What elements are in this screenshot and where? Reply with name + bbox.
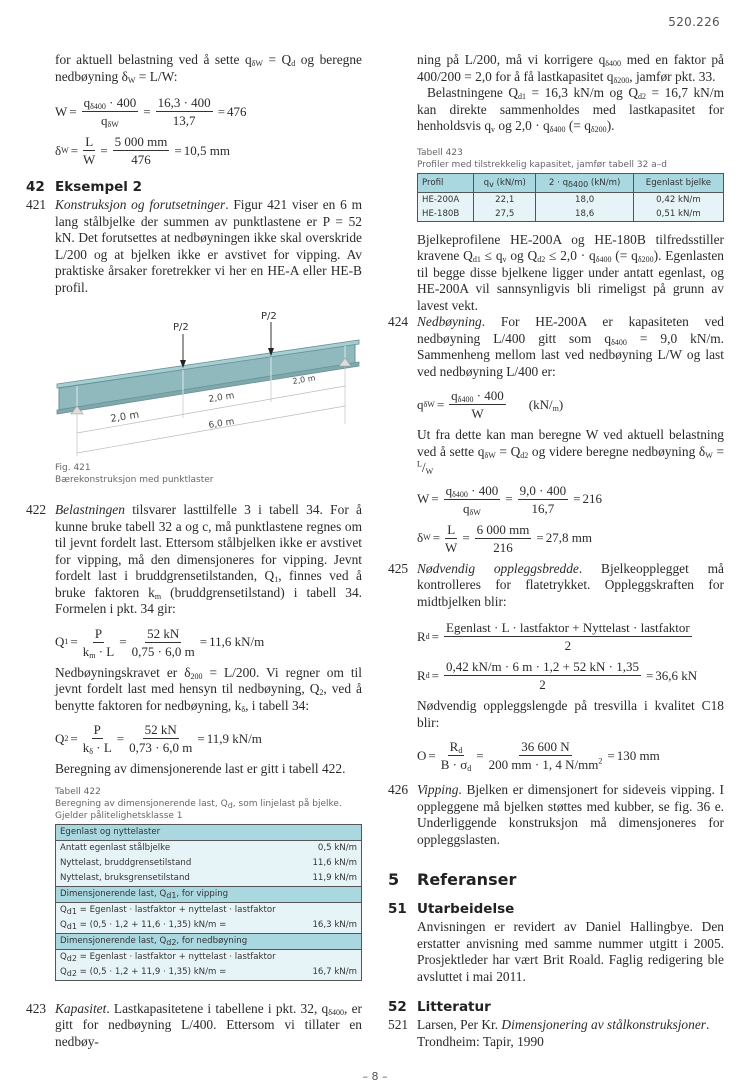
paragraph-423-profiles: Bjelkeprofilene HE-200A og HE-180B tilfredsstiller kravene $Q_{d1} \le q_v$ og $Q_{d2} \le 2,0 \cdot q_{\delta 400}$ (= $q_{\delta 200}$). Egenlasten til begge disse bjelkene ligger under antatt egenlast, og HE-200A vil sannsynligvis bli rimeligst på grunn av lavest vekt. [417,231,724,313]
equation-w-he200a: W = $\frac{q_{\delta 400} \cdot 400}{q_{\delta W}}$ = $\frac{9,0 \cdot 400}{16,7}$ = 216 [417,482,603,517]
paragraph-425-bearing: Nødvendig oppleggslengde på tresvilla i kvalitet C18 blir: [417,698,724,730]
section-heading-51: 51 Utarbeidelse [388,901,515,917]
equation-q1: Q 1 = $\frac{P}{k_m \cdot L}$ = $\frac{52 kN}{0,75 \cdot 6,0 m}$ = 11,6 kN/m [55,625,265,660]
table-422: Egenlast og nyttelaster Antatt egenlast stålbjelke 0,5 kN/m Nyttelast, bruddgrensetilstand 11,6 kN/m Nyttelast, bruksgrensetilstand 11,9 kN/m Dimensjonerende last, $Q_{d1}$, for vipping $Q_{d1}$ = Egenlast · lastfaktor + nyttelast · lastfaktor $Q_{d1} = (0,5 \cdot 1,2 + 11,6 \cdot 1,35) kN/m$ = 16,3 kN/m Dimensjonerende last, $Q_{d2}$, for nedbøyning $Q_{d2}$ = Egenlast · lastfaktor + nyttelast · lastfaktor $Q_{d2} = (0,5 \cdot 1,2 + 11,9 \cdot 1,35) kN/m$ = 16,7 kN/m [55,824,362,981]
equation-q2: Q 2 = $\frac{P}{k_\delta \cdot L}$ = $\frac{52 kN}{0,73 \cdot 6,0 m}$ = 11,9 kN/m [55,722,262,756]
table-section-header: Dimensjonerende last, $Q_{d1}$, for vipping [56,886,362,902]
paragraph-422: 422 Belastningen tilsvarer lasttilfelle 3 i tabell 34. For å kunne bruke tabell 32 a og c, må punktlastene regnes om til jevnt fordelt last. Ettersom stålbjelken ikke er avstivet for vipping, må den dimensjoneres for vipping. Jevnt fordelt last i bruddgrensetilstanden, $Q_1$, finnes ved å bruke faktoren $k_m$ (bruddgrensetilstand) i tabell 34. Formelen i pkt. 34 gir: [26,502,362,616]
equation-rd-formula: R d = $\frac{\text{Egenlast · L · lastfaktor + Nyttelast · lastfaktor}}{2}$ [417,620,690,653]
paragraph-421: 421 Konstruksjon og forutsetninger. Figur 421 viser en 6 m lang stålbjelke der summen av punktlastene er P = 52 kN. Det forutsettes at nedbøyningen ikke skal overskride L/200 og at bjelken ikke er avstivet for vipping. Av praktiske årsaker foretrekker vi her en HE-A eller HE-B profil. [26,197,362,295]
table-row: HE-180B 27,5 18,6 0,51 kN/m [418,207,724,222]
figure-421-beam-diagram [55,306,371,456]
paragraph-424: 424 Nedbøyning. For HE-200A er kapasiteten ved nedbøyning L/400 gitt som $q_{\delta 400} = 9,0$ kN/m. Sammenheng mellom last ved nedbøyning L/W og last ved nedbøyning L/400 er: [388,314,724,379]
svg-text:P/2: P/2 [173,322,189,333]
svg-text:2,0 m: 2,0 m [291,373,317,386]
figure-421-caption: Fig. 421 Bærekonstruksjon med punktlaster [55,463,214,485]
paragraph-423-loads: Belastningene $Q_{d1} = 16,3$ kN/m og $Q_{d2} = 16,7$ kN/m kan direkte sammenholdes med lastkapasitet for henholdsvis $q_v$ og $2,0 \cdot q_{\delta 400}$ (= $q_{\delta 200}$). [417,85,724,134]
paragraph-424-calc: Ut fra dette kan man beregne W ved aktuell belastning ved å sette $q_{\delta W} = Q_{d2}$ og videre beregne nedbøyning $\delta_W = ^L/_W$ [417,427,725,476]
equation-q-deflection-w: q δW = $\frac{q_{\delta 400} \cdot 400}{W}$ $(kN/_m)$ [417,388,564,421]
table-423: Profil $q_v$ (kN/m) $2 \cdot q_{\delta 400}$ (kN/m) Egenlast bjelke HE-200A 22,1 18,0 0,42 kN/m HE-180B 27,5 18,6 0,51 kN/m [417,173,724,222]
section-heading-52: 52 Litteratur [388,999,491,1015]
equation-w: W = $\frac{q_{\delta 400} \cdot 400}{q_{\delta W}}$ = $\frac{16,3 \cdot 400}{13,7}$ = 476 [55,95,247,129]
paragraph-423: 423 Kapasitet. Lastkapasitetene i tabellene i pkt. 32, $q_{\delta 400}$, er gitt for nedbøyning L/400. Ettersom vi tillater en nedbøy- [26,1000,363,1049]
paragraph-422-table-ref: Beregning av dimensjonerende last er gitt i tabell 422. [55,761,346,776]
table-422-caption: Tabell 422 Beregning av dimensjonerende last, $Q_d$, som linjelast på bjelke. Gjelder pålitelighetsklasse 1 [55,786,342,821]
equation-deflection-w: δ W = $\frac{L}{W}$ = $\frac{5 000 mm}{476}$ = 10,5 mm [55,134,230,167]
equation-rd-value: R d = $\frac{0,42 kN/m \cdot 6 m \cdot 1,2 + 52 kN \cdot 1,35}{2}$ = 36,6 kN [417,659,698,692]
paragraph-423-continued: ning på L/200, må vi korrigere $q_{\delta 400}$ med en faktor på 400/200 = 2,0 for å få lastkapasitet $q_{\delta 200}$, jamfør pkt. 33. [417,52,725,85]
left-column [26,52,362,1050]
table-row: HE-200A 22,1 18,0 0,42 kN/m [418,192,724,207]
reference-521: 521 Larsen, Per Kr. Dimensjonering av stålkonstruksjoner. Trondheim: Tapir, 1990 [388,1017,710,1049]
table-section-header: Dimensjonerende last, $Q_{d2}$, for nedbøyning [56,933,362,949]
right-column [388,52,724,1050]
document-number: 520.226 [668,15,720,29]
table-section-header: Egenlast og nyttelaster [56,824,362,840]
equation-bearing-length: O = $\frac{R_d}{B \cdot \sigma_d}$ = $\frac{36 600 N}{200 mm \cdot 1, 4 N/mm^2}$ = 130 mm [417,739,660,773]
svg-text:P/2: P/2 [261,311,277,322]
intro-text: for aktuell belastning ved å sette $q_{\delta W} = Q_d$ og beregne nedbøyning $\delta_W = L/W$: [55,52,362,85]
table-423-caption: Tabell 423 Profiler med tilstrekkelig kapasitet, jamfør tabell 32 a–d [417,147,667,170]
svg-text:2,0 m: 2,0 m [207,391,236,405]
paragraph-425: 425 Nødvendig oppleggsbredde. Bjelkeopplegget må kontrolleres for flatetrykket. Oppleggskraften for midtbjelken blir: [388,560,724,609]
paragraph-422-deflection: Nedbøyningskravet er $\delta_{200} = L/200$. Vi regner om til jevnt fordelt last med hensyn til nedbøyning, $Q_2$, ved å benytte faktoren for nedbøyning, $k_\delta$, i tabell 34: [55,664,362,714]
equation-deflection-he200a: δ W = $\frac{L}{W}$ = $\frac{6 000 mm}{216}$ = 27,8 mm [417,521,592,555]
steel-beam-illustration [55,306,371,456]
paragraph-51: Anvisningen er revidert av Daniel Hallingbye. Den erstatter anvisning med samme nummer utgitt i 2005. Prosjektleder har vært Brit Roald. Faglig redigering ble avsluttet i mai 2011. [417,919,724,984]
svg-text:2,0 m: 2,0 m [109,409,140,425]
page-number: – 8 – [362,1070,388,1083]
paragraph-426: 426 Vipping. Bjelken er dimensjonert for sideveis vipping. I oppleggene må bjelken støttes med kubber, se fig. 36 e. Underliggende konstruksjon må dimensjoneres for oppleggslasten. [388,782,724,847]
svg-text:6,0 m: 6,0 m [207,417,236,431]
section-heading-42: 42 Eksempel 2 [26,179,142,195]
section-heading-5: 5 Referanser [388,870,517,889]
